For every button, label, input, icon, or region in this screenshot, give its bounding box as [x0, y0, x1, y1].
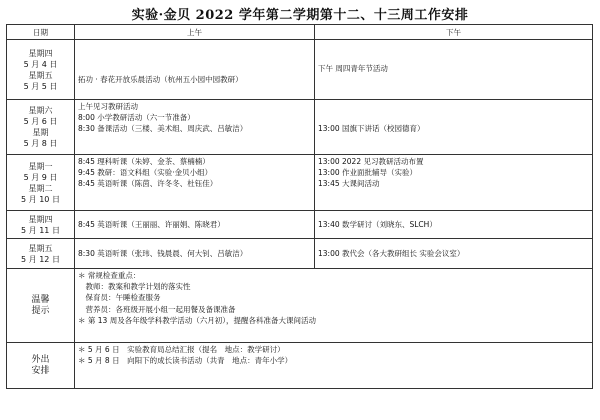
day-line: 星期六	[28, 106, 53, 115]
am-cell	[75, 100, 315, 155]
notes-label: 温馨 提示	[7, 269, 75, 343]
notes-cell	[75, 269, 593, 343]
schedule-table	[6, 24, 593, 389]
day-line: 5 月 9 日	[23, 172, 58, 182]
note-line: 教师：教案和教学计划的落实性	[78, 282, 191, 292]
note-line: ＊ 第 13 周及各年级学科教学活动（六月初），提醒各科准备大课间活动	[78, 315, 316, 325]
pm-entry: 13:45 大课间活动	[318, 179, 380, 188]
header-date: 日期	[7, 25, 75, 40]
pm-cell	[315, 40, 593, 100]
header-row	[7, 25, 593, 40]
pm-entry: 13:00 教代会（各大教研组长 实验会议室）	[318, 249, 465, 258]
am-entry: 8:30 备课活动（三楼、美术组、周庆武、吕敏洁）	[78, 124, 248, 133]
pm-cell	[315, 239, 593, 269]
pm-cell	[315, 155, 593, 211]
table-row	[7, 155, 593, 211]
day-cell	[7, 239, 75, 269]
day-cell	[7, 40, 75, 100]
day-line: 5 月 11 日	[21, 225, 60, 235]
notes-row	[7, 269, 593, 343]
outing-row	[7, 343, 593, 389]
pm-cell	[315, 100, 593, 155]
pm-entry: 13:00 作业面批辅导（实验）	[318, 168, 417, 177]
outing-cell	[75, 343, 593, 389]
am-entry: 9:45 教研：语文科组（实验·金贝小组）	[78, 168, 213, 177]
am-cell	[75, 155, 315, 211]
day-line: 5 月 6 日	[23, 117, 58, 126]
am-entry: 8:45 英语听课（王丽丽、许丽娟、陈晓君）	[78, 220, 225, 229]
pm-entry: 13:00 2022 见习教研活动布置	[318, 157, 424, 166]
table-row	[7, 211, 593, 239]
day-cell	[7, 211, 75, 239]
outing-line: ＊ 5 月 6 日 实验教育局总结汇报（提名 地点：教学研讨）	[78, 345, 285, 354]
day-line: 星期五	[28, 243, 53, 253]
day-cell	[7, 100, 75, 155]
am-cell	[75, 239, 315, 269]
day-line: 5 月 10 日	[21, 194, 60, 204]
outing-label: 外出 安排	[7, 343, 75, 389]
am-cell	[75, 40, 315, 100]
am-entry: 8:30 英语听课（张玮、钱晨晨、何大钊、吕敏洁）	[78, 249, 248, 258]
day-line: 星期	[32, 128, 49, 137]
day-cell	[7, 155, 75, 211]
am-cell	[75, 211, 315, 239]
note-line: 营养员：各班级开展小组一起用餐及备课准备	[78, 304, 236, 314]
day-line: 5 月 12 日	[21, 254, 60, 264]
am-entry: 8:45 理科听课（朱婷、金茶、蔡楠楠）	[78, 157, 210, 166]
day-line: 星期一	[28, 161, 53, 171]
day-line: 星期四	[28, 214, 53, 224]
pm-entry: 13:40 数学研讨（刘晓东、SLCH）	[318, 220, 437, 229]
page-title: 实验·金贝 2022 学年第二学期第十二、十三周工作安排	[131, 8, 469, 23]
day-line: 5 月 8 日	[23, 139, 58, 148]
pm-entry: 下午 周四青年节活动	[318, 64, 388, 73]
header-pm: 下午	[315, 25, 593, 40]
am-entry: 8:45 英语听课（陈茵、许冬冬、杜钰佳）	[78, 179, 218, 188]
table-row	[7, 100, 593, 155]
day-line: 星期五	[28, 70, 53, 80]
header-am: 上午	[75, 25, 315, 40]
day-line: 星期四	[28, 48, 53, 58]
note-line: 保育员：午睡检查服务	[78, 293, 161, 303]
outing-line: ＊ 5 月 8 日 向阳下的成长读书活动（共青 地点：青年小学）	[78, 356, 293, 365]
am-entry: 上午见习教研活动	[78, 102, 138, 111]
table-row	[7, 40, 593, 100]
am-entry: 拓功 · 春花开放乐晨活动（杭州五小园中园教研）	[78, 75, 243, 84]
table-row	[7, 239, 593, 269]
day-line: 5 月 5 日	[23, 81, 58, 91]
day-line: 星期二	[28, 183, 53, 193]
am-entry: 8:00 小学教研活动（六一节准备）	[78, 113, 195, 122]
pm-cell	[315, 211, 593, 239]
note-line: ＊ 常规检查重点：	[78, 271, 141, 280]
day-line: 5 月 4 日	[23, 59, 58, 69]
pm-entry: 13:00 国旗下讲话（校园德育）	[318, 124, 425, 133]
